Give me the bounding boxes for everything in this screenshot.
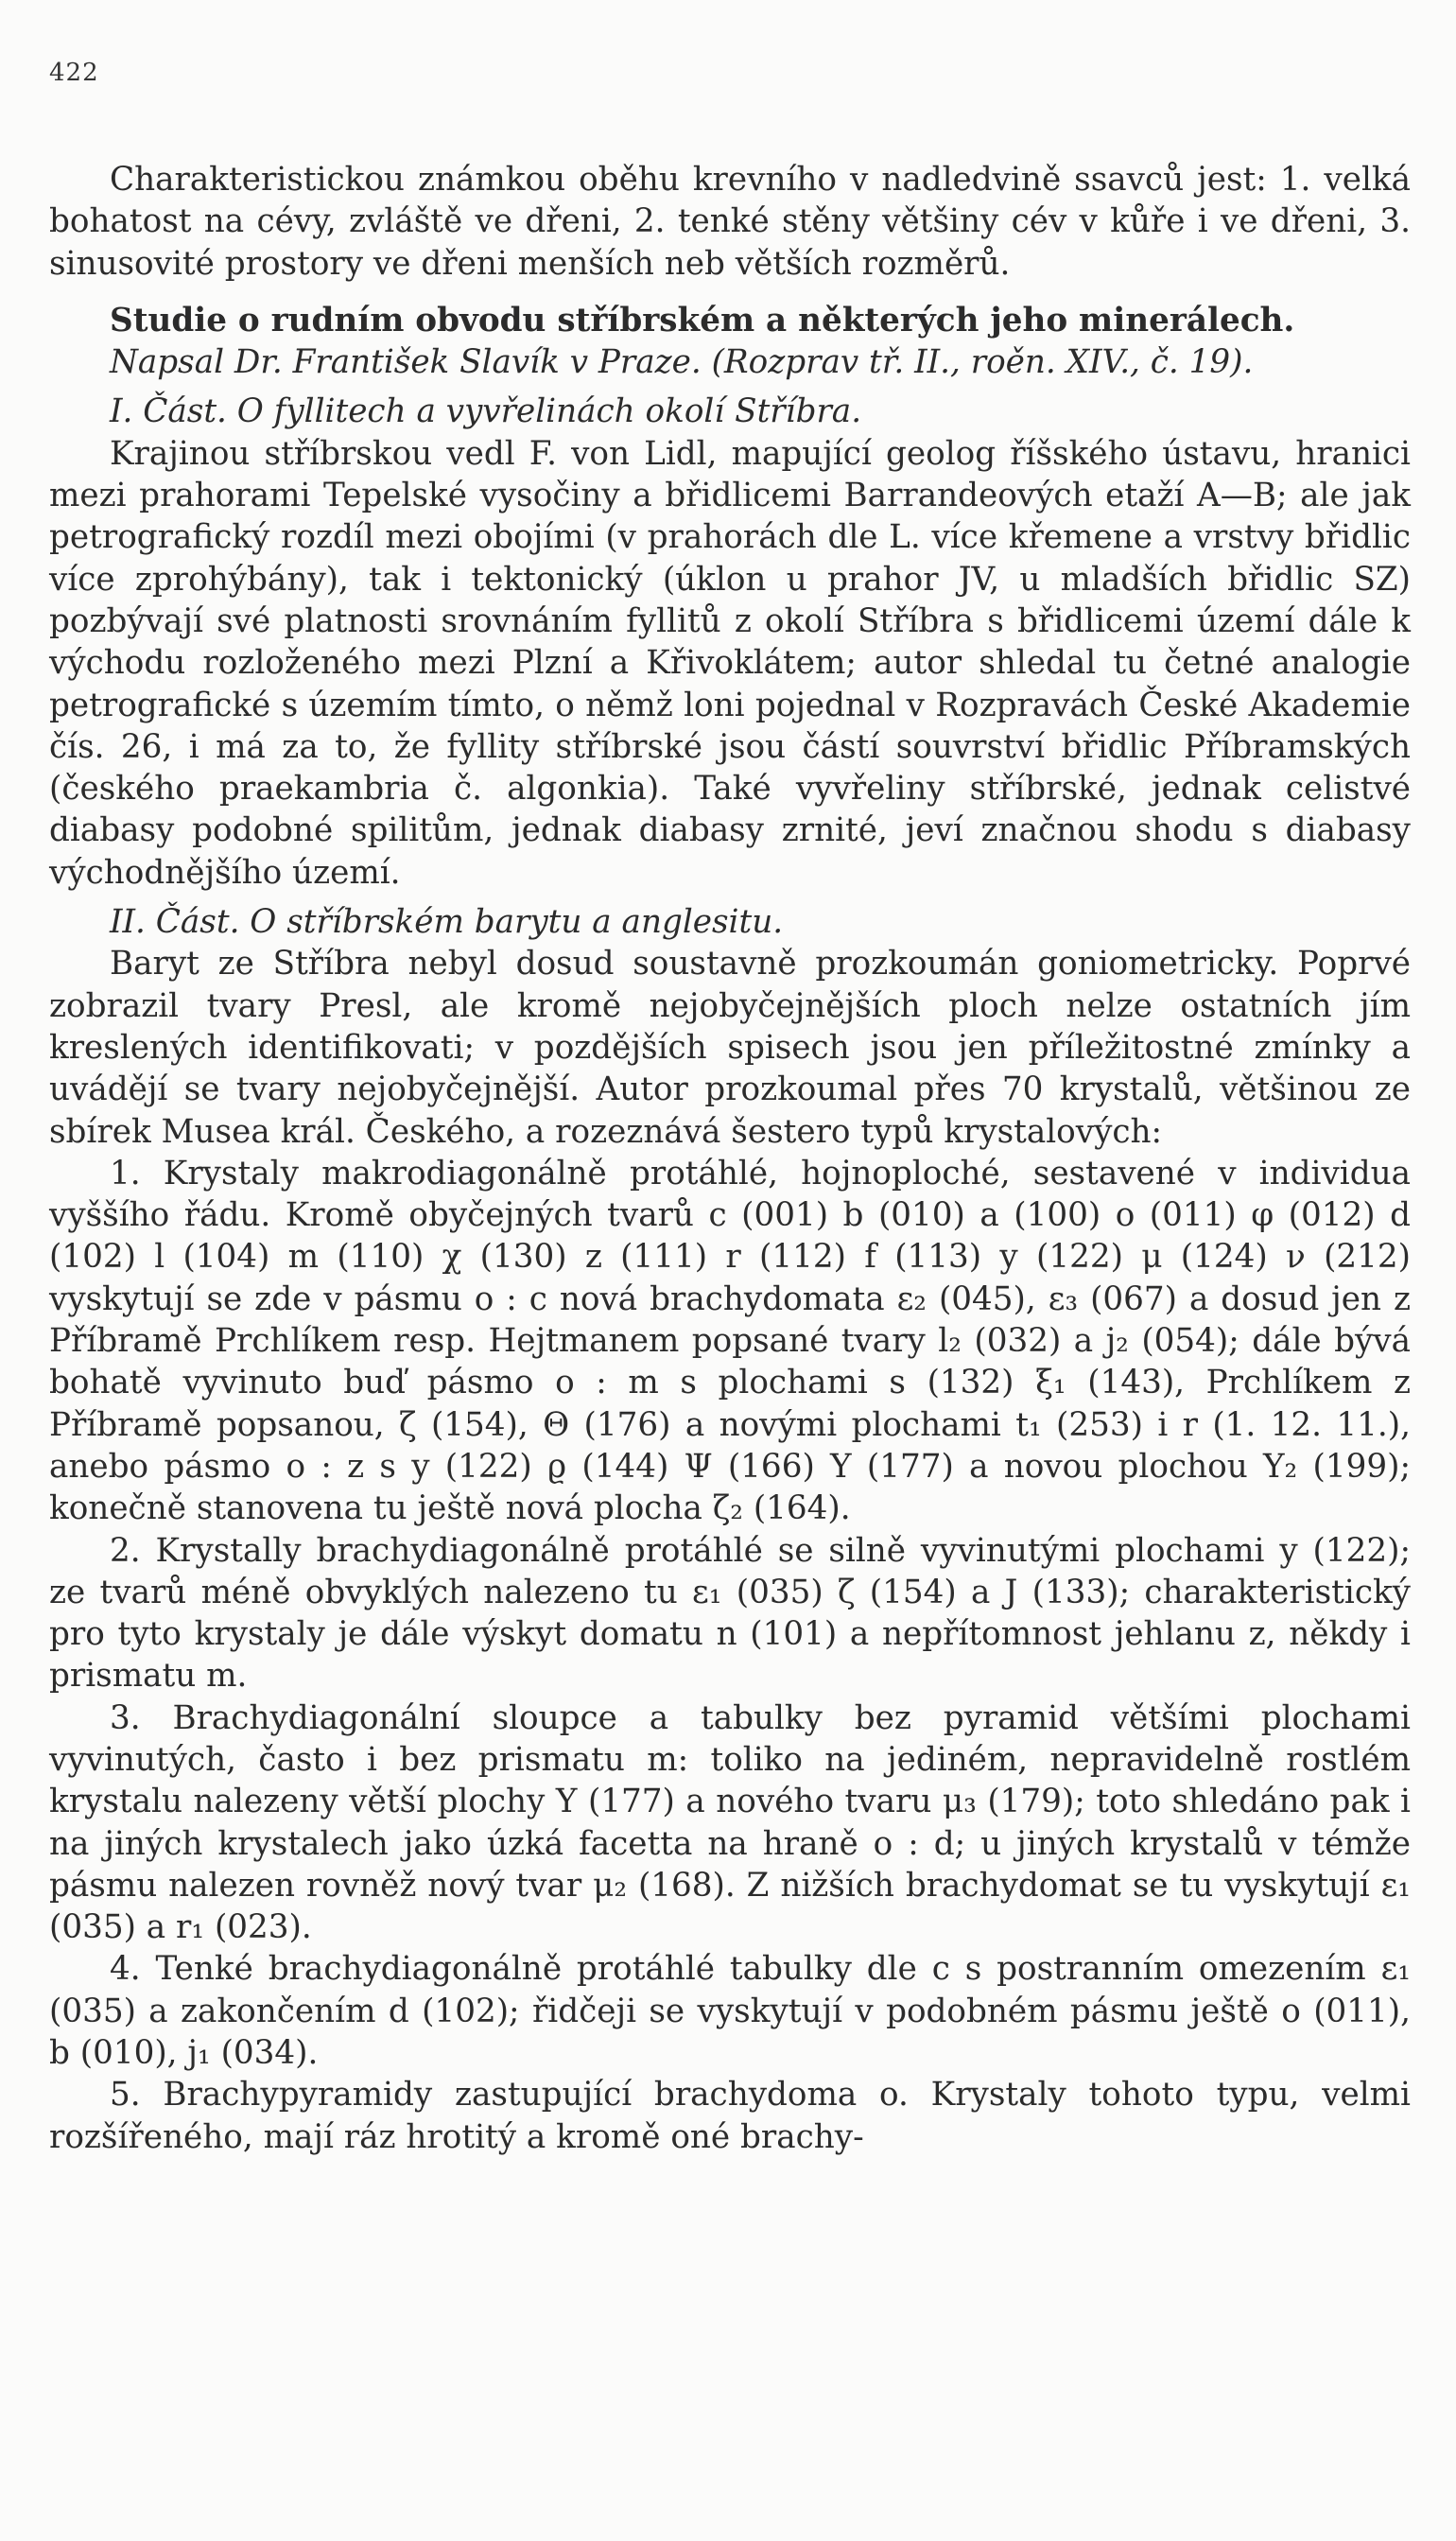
- article-title: Studie o rudním obvodu stříbrském a některých jeho minerálech.: [110, 301, 1295, 339]
- paragraph-type-5: 5. Brachypyramidy zastupující brachydoma o. Krystaly tohoto typu, velmi rozšířeného, mají ráz hrotitý a kromě oné brachy-: [49, 2076, 1411, 2156]
- paragraph-part-1: Krajinou stříbrskou vedl F. von Lidl, mapující geolog říšského ústavu, hranici mezi prahorami Tepelské vysočiny a břidlicemi Barrandeových etaží A—B; ale jak petrografický rozdíl mezi obojími (v prahorách dle L. více křemene a vrstvy břidlic více zprohýbány), tak i tektonický (úklon u prahor JV, u mladších břidlic SZ) pozbývají své platnosti srovnáním fyllitů z okolí Stříbra s břidlicemi území dále k východu rozloženého mezi Plzní a Křivoklátem; autor shledal tu četné analogie petrografické s územím tímto, o němž loni pojednal v Rozpravách České Akademie čís. 26, i má za to, že fyllity stříbrské jsou částí souvrství břidlic Příbramských (českého praekambria č. algonkia). Také vyvřeliny stříbrské, jednak celistvé diabasy podobné spilitům, jednak diabasy zrnité, jeví značnou shodu s diabasy východnějšího území.: [49, 434, 1411, 892]
- section-heading-part-1: I. Část. O fyllitech a vyvřelinách okolí Stříbra.: [110, 392, 862, 431]
- page-number: 422: [49, 59, 99, 87]
- paragraph-type-3: 3. Brachydiagonální sloupce a tabulky bez pyramid většími plochami vyvinutých, často i bez prismatu m: toliko na jediném, nepravidelně rostlém krystalu nalezeny větší plochy Y (177) a nového tvaru μ₃ (179); toto shledáno pak i na jiných krystalech jako úzká facetta na hraně o : d; u jiných krystalů v témže pásmu nalezen rovněž nový tvar μ₂ (168). Z nižších brachydomat se tu vyskytují ε₁ (035) a r₁ (023).: [49, 1698, 1411, 1947]
- paragraph-type-1: 1. Krystaly makrodiagonálně protáhlé, hojnoploché, sestavené v individua vyššího řádu. Kromě obyčejných tvarů c (001) b (010) a (100) o (011) φ (012) d (102) l (104) m (110) χ (130) z (111) r (112) f (113) y (122) μ (124) ν (212) vyskytují se zde v pásmu o : c nová brachydomata ε₂ (045), ε₃ (067) a dosud jen z Příbramě Prchlíkem resp. Hejtmanem popsané tvary l₂ (032) a j₂ (054); dále bývá bohatě vyvinuto buď pásmo o : m s plochami s (132) ξ₁ (143), Prchlíkem z Příbramě popsanou, ζ (154), Θ (176) a novými plochami t₁ (253) i r (1. 12. 11.), anebo pásmo o : z s y (122) ϱ (144) Ψ (166) Y (177) a novou plochou Y₂ (199); konečně stanovena tu ještě nová plocha ζ₂ (164).: [49, 1154, 1411, 1528]
- article-author-line: Napsal Dr. František Slavík v Praze. (Rozprav tř. II., roěn. XIV., č. 19).: [110, 343, 1254, 382]
- paragraph-type-4: 4. Tenké brachydiagonálně protáhlé tabulky dle c s postranním omezením ε₁ (035) a zakončením d (102); řidčeji se vyskytují v podobném pásmu ještě o (011), b (010), j₁ (034).: [49, 1950, 1411, 2073]
- paragraph-baryte-intro: Baryt ze Stříbra nebyl dosud soustavně prozkoumán goniometricky. Poprvé zobrazil tvary Presl, ale kromě nejobyčejnějších ploch nelze ostatních jím kreslených identifikovati; v pozdějších spisech jsou jen příležitostné zmínky a uvádějí se tvary nejobyčejnější. Autor prozkoumal přes 70 krystalů, většinou ze sbírek Musea král. Českého, a rozeznává šestero typů krystalových:: [49, 945, 1411, 1151]
- paragraph-type-2: 2. Krystally brachydiagonálně protáhlé se silně vyvinutými plochami y (122); ze tvarů méně obvyklých nalezeno tu ε₁ (035) ζ (154) a J (133); charakteristický pro tyto krystaly je dále výskyt domatu n (101) a nepřítomnost jehlanu z, někdy i prismatu m.: [49, 1531, 1411, 1696]
- paragraph-adrenal-circulation: Charakteristickou známkou oběhu krevního v nadledvině ssavců jest: 1. velká bohatost na cévy, zvláště ve dřeni, 2. tenké stěny většiny cév v kůře i ve dřeni, 3. sinusovité prostory ve dřeni menších neb větších rozměrů.: [49, 161, 1411, 283]
- text-column: [49, 159, 1411, 2158]
- section-heading-part-2: II. Část. O stříbrském barytu a anglesitu.: [110, 903, 784, 942]
